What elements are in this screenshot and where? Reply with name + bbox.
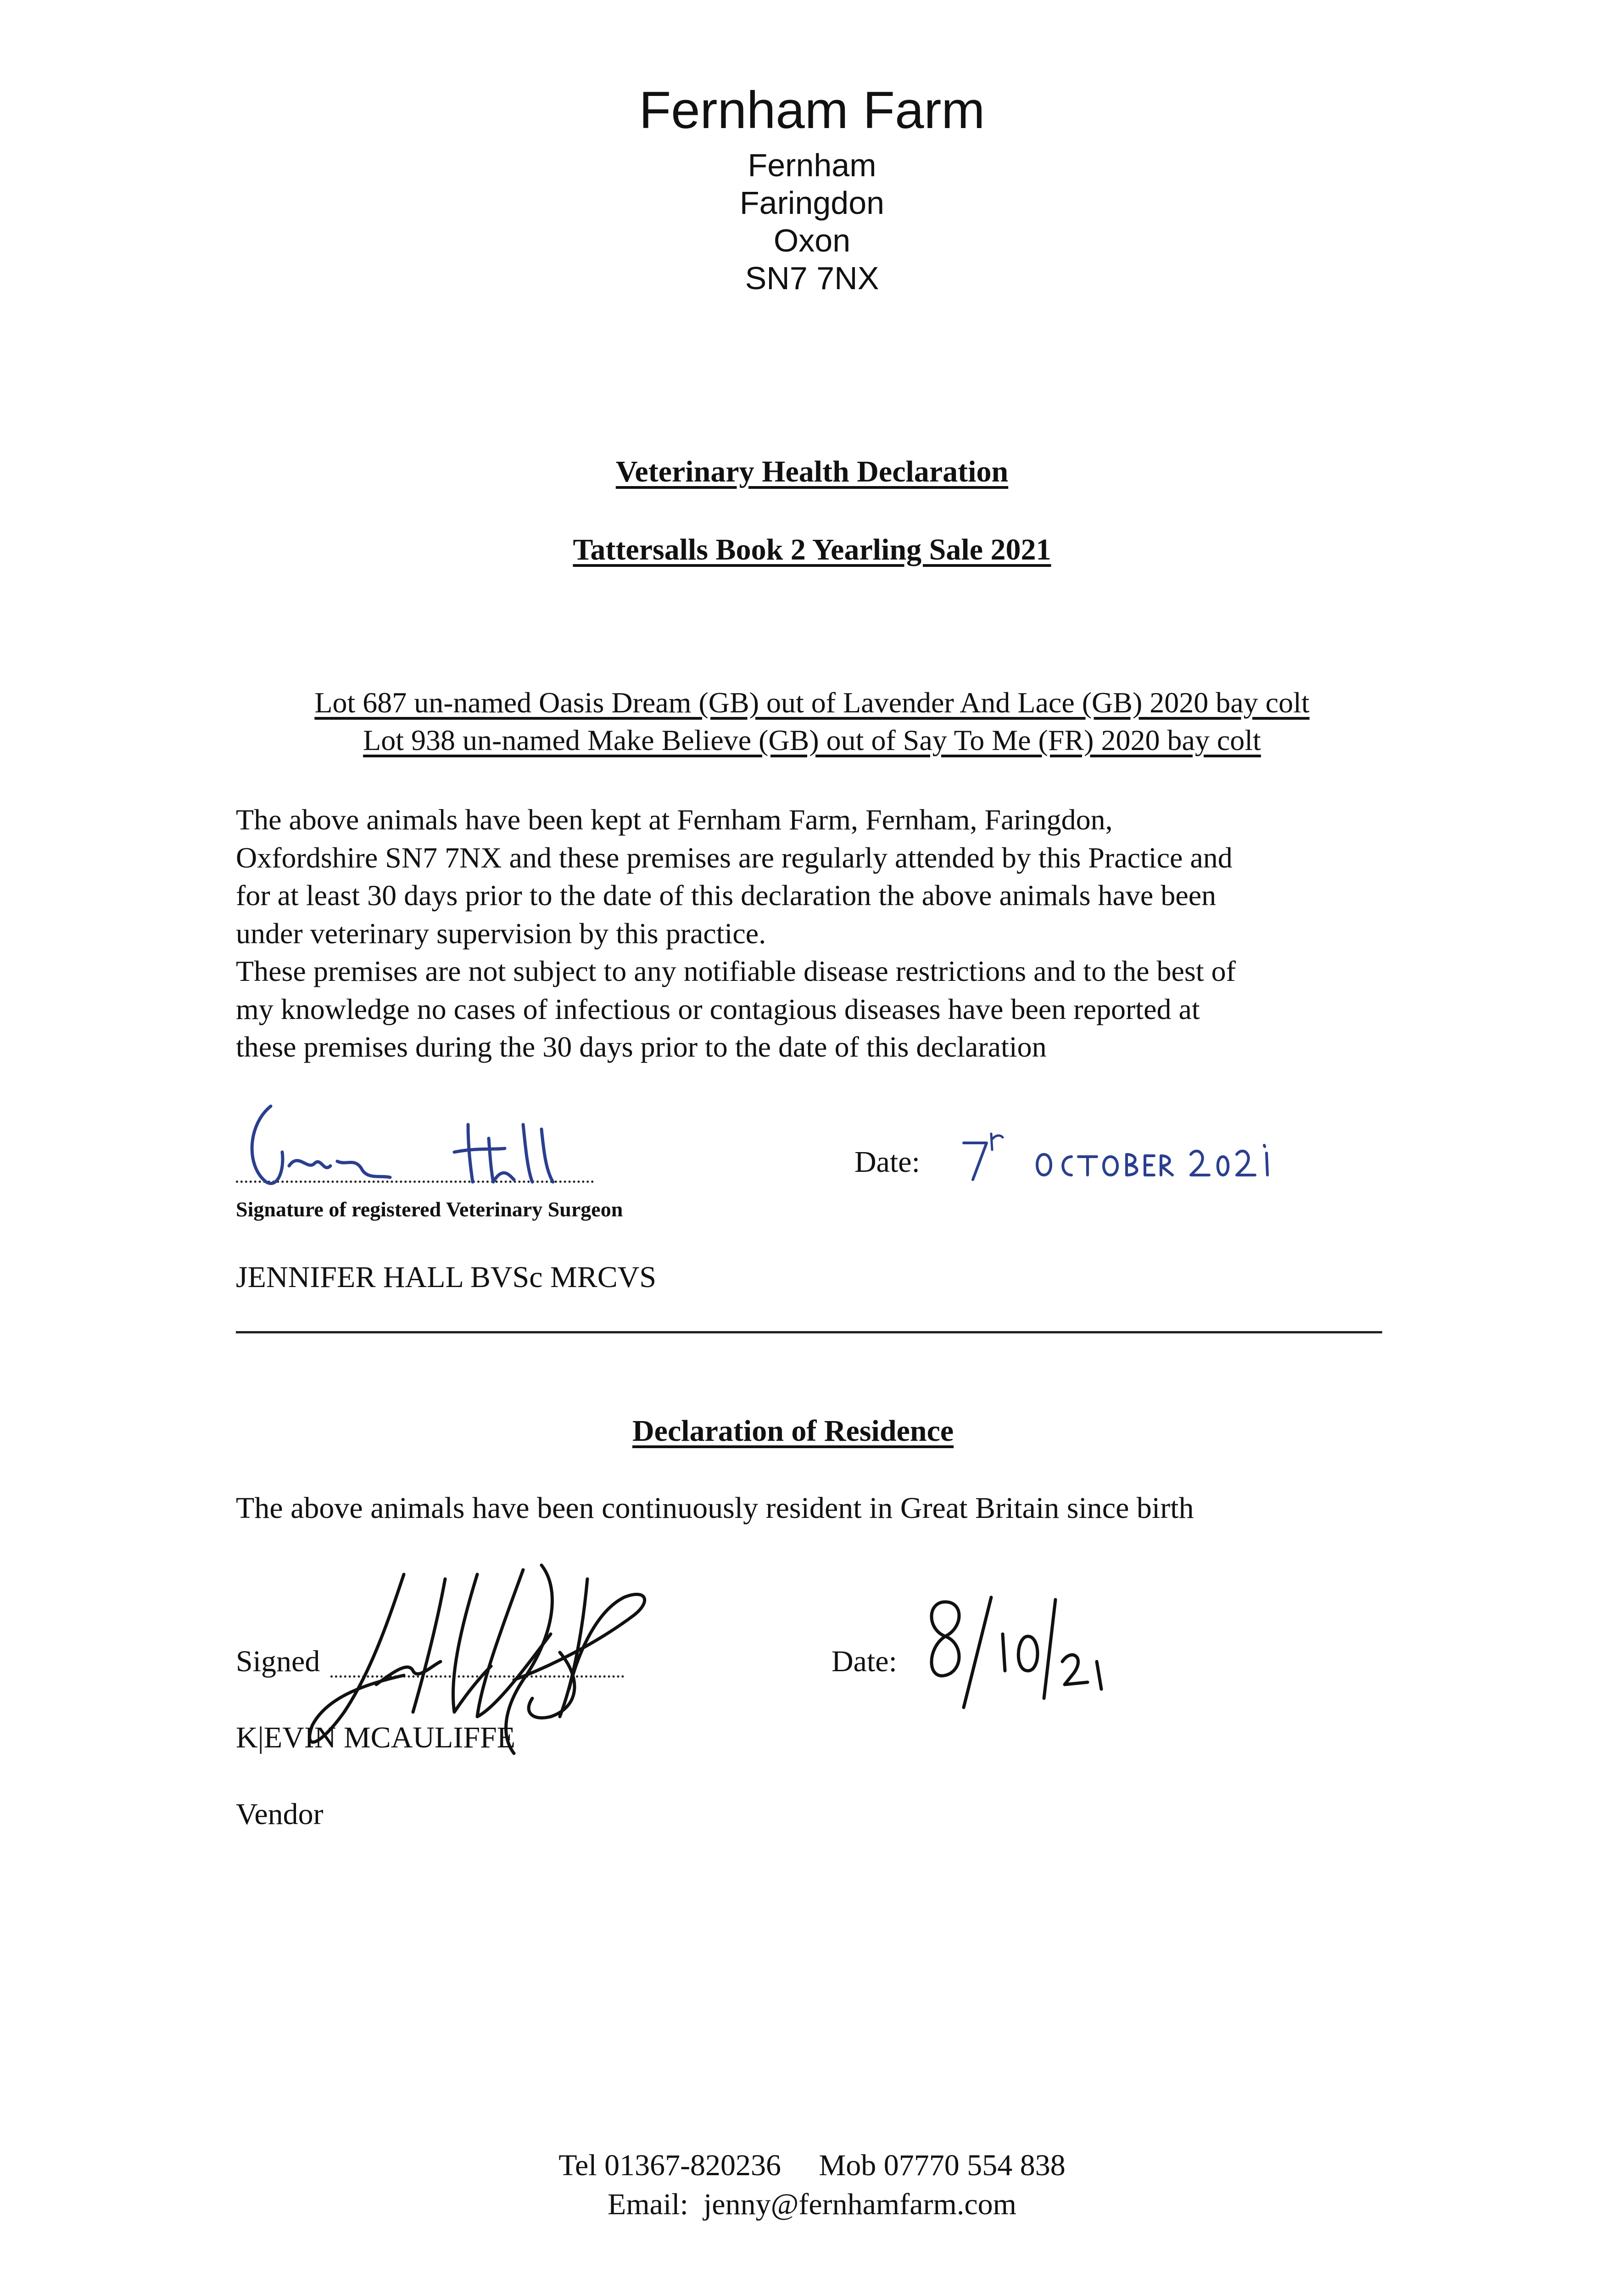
- signer-name: K|EVIN MCAULIFFE: [236, 1721, 516, 1754]
- body-line: for at least 30 days prior to the date of this declaration the above animals have been: [236, 879, 1217, 912]
- sale-title: Tattersalls Book 2 Yearling Sale 2021: [573, 533, 1051, 566]
- body-line: Oxfordshire SN7 7NX and these premises are regularly attended by this Practice and: [236, 841, 1233, 874]
- vet-date-handwritten: [959, 1129, 1280, 1189]
- signature-caption: Signature of registered Veterinary Surgeon: [236, 1198, 623, 1221]
- address-line-1: Fernham: [748, 147, 876, 183]
- vet-date-label: Date:: [854, 1145, 920, 1179]
- section-divider: [236, 1331, 1382, 1333]
- vet-name: JENNIFER HALL BVSc MRCVS: [236, 1260, 657, 1294]
- body-line: under veterinary supervision by this practice.: [236, 917, 766, 950]
- body-line: my knowledge no cases of infectious or contagious diseases have been reported at: [236, 993, 1200, 1025]
- body-line: The above animals have been kept at Fernham Farm, Fernham, Faringdon,: [236, 803, 1113, 836]
- vendor-signature: [285, 1561, 743, 1790]
- lot-line-1: Lot 687 un-named Oasis Dream (GB) out of Lavender And Lace (GB) 2020 bay colt: [314, 686, 1310, 719]
- vendor-date-label: Date:: [832, 1645, 897, 1678]
- lot-line-2: Lot 938 un-named Make Believe (GB) out of Say To Me (FR) 2020 bay colt: [363, 724, 1261, 756]
- health-declaration-title: Veterinary Health Declaration: [615, 455, 1009, 488]
- vendor-date-handwritten: [913, 1593, 1124, 1721]
- address-line-2: Faringdon: [739, 185, 885, 221]
- vet-signature: [239, 1097, 606, 1189]
- residence-statement: The above animals have been continuously resident in Great Britain since birth: [236, 1491, 1194, 1525]
- residence-title: Declaration of Residence: [632, 1414, 954, 1448]
- footer-email: Email: jenny@fernhamfarm.com: [608, 2188, 1016, 2221]
- address-line-4: SN7 7NX: [745, 260, 879, 296]
- farm-name: Fernham Farm: [639, 81, 985, 140]
- body-line: These premises are not subject to any notifiable disease restrictions and to the best of: [236, 955, 1236, 987]
- address-line-3: Oxon: [773, 223, 851, 258]
- footer-contact: Tel 01367-820236 Mob 07770 554 838: [558, 2149, 1066, 2182]
- vendor-role: Vendor: [236, 1797, 324, 1831]
- signed-label: Signed: [236, 1645, 320, 1678]
- body-line: these premises during the 30 days prior to the date of this declaration: [236, 1030, 1047, 1063]
